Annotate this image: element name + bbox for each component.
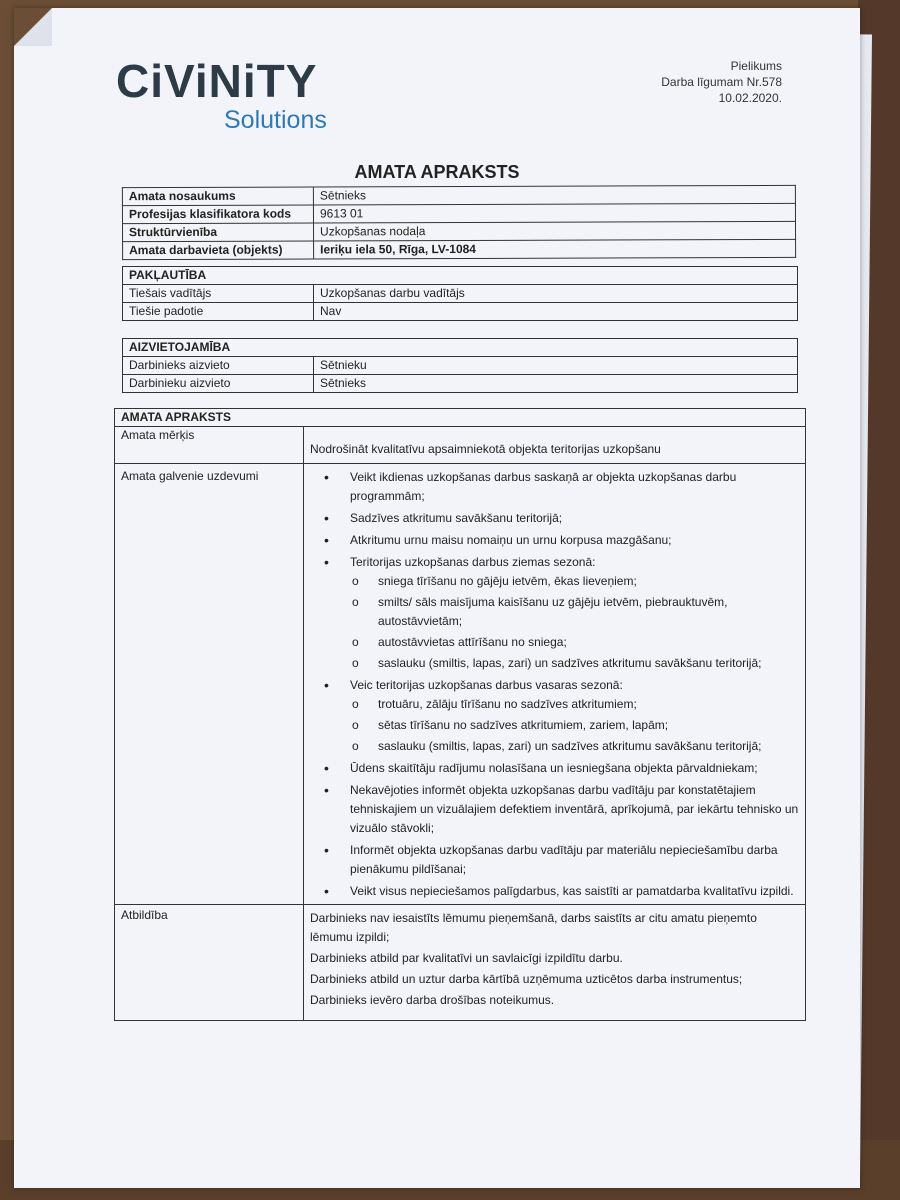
row-label: Darbinieks aizvieto [123, 357, 314, 375]
row-value: Nav [314, 303, 798, 321]
responsibility-label: Atbildība [115, 905, 304, 1021]
row-label: Profesijas klasifikatora kods [122, 205, 313, 224]
responsibility-line: Darbinieks ievēro darba drošības noteikumus. [310, 993, 555, 1007]
table-header-row [123, 339, 798, 357]
list-item: • Ūdens skaitītāju radījumu nolasīšana un iesniegšana objekta pārvaldniekam; [350, 759, 799, 778]
table-row [122, 203, 795, 223]
list-item: • Veikt visus nepieciešamos palīgdarbus, kas saistīti ar pamatdarba kvalitatīvu izpildi. [350, 882, 799, 901]
winter-subtasks-list [350, 572, 799, 673]
substitution-table [122, 338, 798, 393]
table-row [123, 357, 798, 375]
table-header-row [123, 267, 798, 285]
sub-list-item: o saslauku (smiltis, lapas, zari) un sadzīves atkritumu savākšanu teritorijā; [378, 737, 799, 756]
list-item-text: Teritorijas uzkopšanas darbus ziemas sezonā: [350, 555, 596, 569]
row-label: Amata darbavieta (objekts) [123, 241, 314, 260]
row-value: Sētnieks [313, 185, 795, 205]
subordination-table [122, 266, 798, 321]
tasks-cell [304, 464, 806, 905]
list-item [350, 553, 799, 673]
table-row [123, 221, 796, 241]
document-title: AMATA APRAKSTS [354, 162, 520, 182]
list-item: • Atkritumu urnu maisu nomaiņu un urnu korpusa mazgāšanu; [350, 531, 799, 550]
section-header: PAKĻAUTĪBA [123, 267, 798, 285]
sub-list-item: o saslauku (smiltis, lapas, zari) un sadzīves atkritumu savākšanu teritorijā; [378, 654, 799, 673]
row-label: Amata nosaukums [122, 187, 313, 206]
table-row [123, 285, 798, 303]
summer-subtasks-list [350, 695, 799, 756]
logo-sub-text: Solutions [224, 106, 327, 134]
row-value: Uzkopšanas nodaļa [314, 221, 796, 241]
row-label: Struktūrvienība [123, 223, 314, 242]
responsibility-cell [304, 905, 806, 1021]
table-row [123, 303, 798, 321]
sub-list-item: o smilts/ sāls maisījuma kaisīšanu uz gājēju ietvēm, piebrauktuvēm, autostāvvietām; [378, 593, 799, 631]
list-item: • Sadzīves atkritumu savākšanu teritorijā; [350, 509, 799, 528]
list-item: • Veikt ikdienas uzkopšanas darbus saskaņā ar objekta uzkopšanas darbu programmām; [350, 468, 799, 506]
row-label: Tiešais vadītājs [123, 285, 314, 303]
company-logo [116, 55, 327, 134]
tasks-list [310, 468, 799, 901]
section-header: AMATA APRAKSTS [115, 409, 806, 427]
tasks-label: Amata galvenie uzdevumi [115, 464, 304, 905]
responsibility-line: Darbinieks atbild par kvalitatīvi un savlaicīgi izpildītu darbu. [310, 951, 623, 965]
row-value: 9613 01 [313, 203, 795, 223]
appendix-line-2: Darba līgumam Nr.578 [661, 75, 782, 89]
table-row [123, 375, 798, 393]
folded-corner [14, 8, 52, 46]
row-value: Sētnieks [314, 375, 798, 393]
row-label: Darbinieku aizvieto [123, 375, 314, 393]
sub-list-item: o sniega tīrīšanu no gājēju ietvēm, ēkas lieveņiem; [378, 572, 799, 591]
logo-main-text: CiViNiTY [116, 55, 318, 107]
goal-label: Amata mērķis [115, 427, 304, 464]
position-info-table [122, 185, 796, 260]
table-row [115, 427, 806, 464]
list-item: • Nekavējoties informēt objekta uzkopšanas darbu vadītāju par konstatētajiem tehniskajiem un vizuālajiem defektiem inventārā, aprīkojumā, par iekārtu tehnisko un vizuālo stāvokli; [350, 781, 799, 838]
section-header: AIZVIETOJAMĪBA [123, 339, 798, 357]
table-row [115, 464, 806, 905]
row-label: Tiešie padotie [123, 303, 314, 321]
sub-list-item: o autostāvvietas attīrīšanu no sniega; [378, 633, 799, 652]
description-table [114, 408, 806, 1021]
list-item [350, 676, 799, 756]
row-value: Ieriķu iela 50, Rīga, LV-1084 [314, 239, 796, 259]
list-item-text: Veic teritorijas uzkopšanas darbus vasaras sezonā: [350, 678, 623, 692]
sub-list-item: o trotuāru, zālāju tīrīšanu no sadzīves atkritumiem; [378, 695, 799, 714]
row-value: Uzkopšanas darbu vadītājs [314, 285, 798, 303]
table-row [123, 239, 796, 259]
document-page [14, 8, 860, 1188]
responsibility-line: Darbinieks atbild un uztur darba kārtībā uzņēmuma uzticētos darba instrumentus; [310, 972, 743, 986]
table-header-row [115, 409, 806, 427]
row-value: Sētnieku [314, 357, 798, 375]
appendix-line-1: Pielikums [730, 59, 782, 73]
appendix-line-3: 10.02.2020. [718, 91, 782, 105]
list-item: • Informēt objekta uzkopšanas darbu vadītāju par materiālu nepieciešamību darba pienākumu pildīšanai; [350, 841, 799, 879]
table-row [122, 185, 795, 205]
table-row [115, 905, 806, 1021]
responsibility-line: Darbinieks nav iesaistīts lēmumu pieņemšanā, darbs saistīts ar citu amatu pieņemto lēmumu izpildi; [310, 911, 757, 944]
sub-list-item: o sētas tīrīšanu no sadzīves atkritumiem, zariem, lapām; [378, 716, 799, 735]
goal-value: Nodrošināt kvalitatīvu apsaimniekotā objekta teritorijas uzkopšanu [304, 427, 806, 464]
appendix-note [661, 58, 782, 106]
